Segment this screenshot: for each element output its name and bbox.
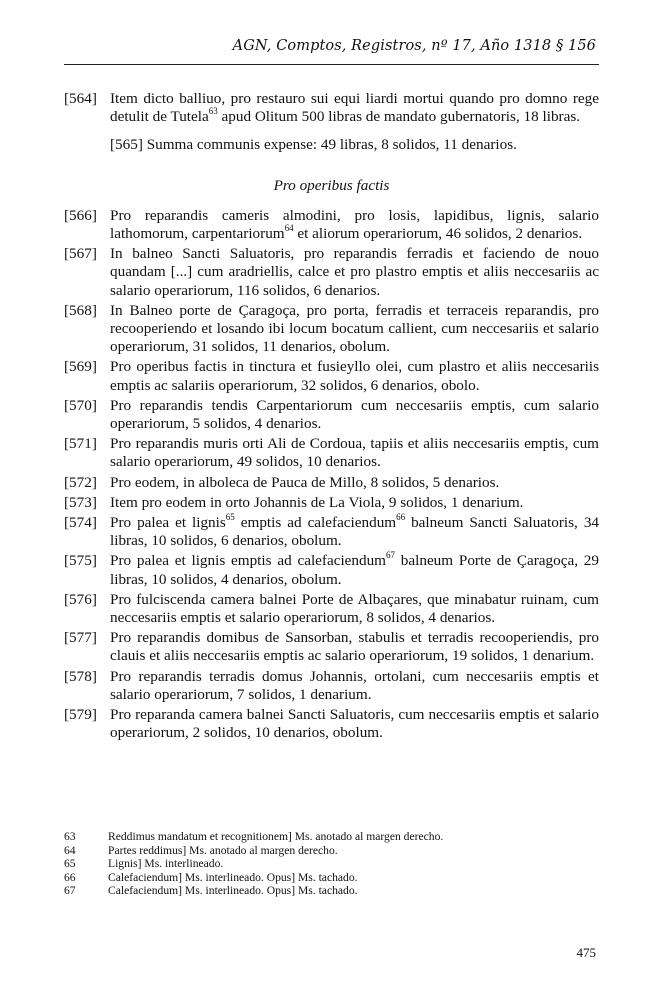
footnote-ref: 65 [225,512,235,523]
entry-number: [578] [64,667,97,685]
footnote-number: 63 [64,830,76,843]
entry-text: Item dicto balliuo, pro restauro sui equi liardi mortui quando pro domno rege detulit de Tutela$^{63}$ apud Olitum 500 libras de mandato gubernatoris, 18 libras. [110,90,599,126]
footnote [64,871,599,885]
footnote [64,884,599,898]
entry-564 [64,90,599,126]
footnotes [64,830,599,898]
entry-row [64,514,599,550]
footnote-list [64,830,599,898]
footnote [64,857,599,871]
entry-row [64,397,599,433]
page-number: 475 [576,945,596,960]
main-text [64,90,599,745]
entry-number: [579] [64,706,97,724]
entry-565 [64,136,599,154]
entry-row [64,706,599,742]
entry-number: [572] [64,473,97,491]
entry-row [64,668,599,704]
footnote [64,844,599,858]
entry-number: [570] [64,396,97,414]
running-head: AGN, Comptos, Registros, nº 17, Año 1318 § 156 [232,38,596,54]
entry-text: Item pro eodem in orto Johannis de La Viola, 9 solidos, 1 denarium. [110,493,524,511]
entry-row [64,629,599,665]
entry-number: [574] [64,514,97,532]
entry-text: Pro palea et lignis$^{65}$ emptis ad calefaciendum$^{66}$ balneum Sancti Saluatoris, 34 libras, 10 solidos, 6 denarios, obolum. [110,512,600,550]
entry-number: [576] [64,590,97,608]
entry-row [64,494,599,512]
entry-number: [569] [64,358,97,376]
entry-text: Pro reparandis tendis Carpentariorum cum neccesariis emptis, cum salario operariorum, 5 solidos, 4 denarios. [110,396,599,433]
entry-text: Pro reparandis domibus de Sansorban, stabulis et terradis recooperiendis, pro clauis et aliis neccesariis emptis ac salario operariorum, 19 solidos, 1 denarium. [110,629,599,665]
entry-text: Pro operibus factis in tinctura et fusieyllo olei, cum plastro et aliis neccesariis emptis ac salariis operariorum, 32 solidos, 6 denarios, obolo. [110,358,599,394]
entries-list [64,207,599,743]
entry-row [64,435,599,471]
entry-text: In Balneo porte de Çaragoça, pro porta, ferradis et terraceis reparandis, pro recooperiendo et losando ibi locum bocatum callient, cum neccesariis et salario operariorum, 31 solidos, 11 denarios, obolum. [110,301,599,356]
entry-number: [577] [64,629,97,647]
footnote-number: 66 [64,870,76,884]
footnote-text: Calefaciendum] Ms. interlineado. Opus] Ms. tachado. [108,884,358,898]
entry-text: Pro reparandis terradis domus Johannis, ortolani, cum neccesariis emptis et salario operariorum, 7 solidos, 1 denarium. [110,667,599,703]
entry-number: [571] [64,435,97,453]
entry-row [64,207,599,243]
entry-text: Pro eodem, in alboleca de Pauca de Millo, 8 solidos, 5 denarios. [110,473,500,491]
entry-row [64,358,599,394]
entry-row [64,552,599,588]
entry-text: Pro reparandis muris orti Ali de Cordoua, tapiis et aliis neccesariis emptis, cum salario operariorum, 49 solidos, 10 denarios. [110,435,599,471]
entry-number: [566] [64,206,97,224]
footnote-text: Calefaciendum] Ms. interlineado. Opus] Ms. tachado. [108,870,358,884]
footnote-text: Partes reddimus] Ms. anotado al margen derecho. [108,843,338,857]
entry-row [64,474,599,492]
footnote-ref: 64 [284,223,294,234]
entry-text: Pro fulciscenda camera balnei Porte de Albaçares, que minabatur ruinam, cum neccesariis emptis et salario operariorum, 8 solidos, 4 denarios. [110,590,599,627]
entry-text: Summa communis expense: 49 libras, 8 solidos, 11 denarios. [146,136,517,154]
footnote-number: 65 [64,857,76,871]
entry-row [64,302,599,357]
entry-number: [573] [64,493,97,511]
entry-text: In balneo Sancti Saluatoris, pro reparandis ferradis et faciendo de nouo quandam [...] cum aradriellis, calce et pro plastro emptis et aliis neccesariis ac salario operariorum, 116 solidos, 6 denarios. [110,245,599,299]
footnote-ref: 63 [208,106,218,117]
footnote-number: 64 [64,843,76,857]
entry-number: [564] [64,90,97,107]
header-rule [64,64,599,65]
entry-row [64,245,599,300]
footnote [64,830,599,844]
footnote-number: 67 [64,884,76,898]
entry-number: [565] [110,136,143,154]
footnote-ref: 66 [396,512,406,523]
entry-row [64,591,599,627]
footnote-text: Reddimus mandatum et recognitionem] Ms. anotado al margen derecho. [108,830,444,843]
footnote-text: Lignis] Ms. interlineado. [108,857,224,871]
entry-text: Pro reparandis cameris almodini, pro losis, lapidibus, lignis, salario lathomorum, carpentariorum$^{64}$ et aliorum operariorum, 46 solidos, 2 denarios. [110,206,599,243]
section-heading: Pro operibus factis [273,176,390,194]
entry-text: Pro reparanda camera balnei Sancti Saluatoris, cum neccesariis emptis et salario operariorum, 2 solidos, 10 denarios, obolum. [110,706,599,742]
footnote-ref: 67 [386,550,395,561]
entry-number: [575] [64,552,97,570]
entry-number: [568] [64,301,97,319]
entry-number: [567] [64,245,97,263]
entry-text: Pro palea et lignis emptis ad calefaciendum$^{67}$ balneum Porte de Çaragoça, 29 libras, 10 solidos, 4 denarios, obolum. [110,550,599,588]
